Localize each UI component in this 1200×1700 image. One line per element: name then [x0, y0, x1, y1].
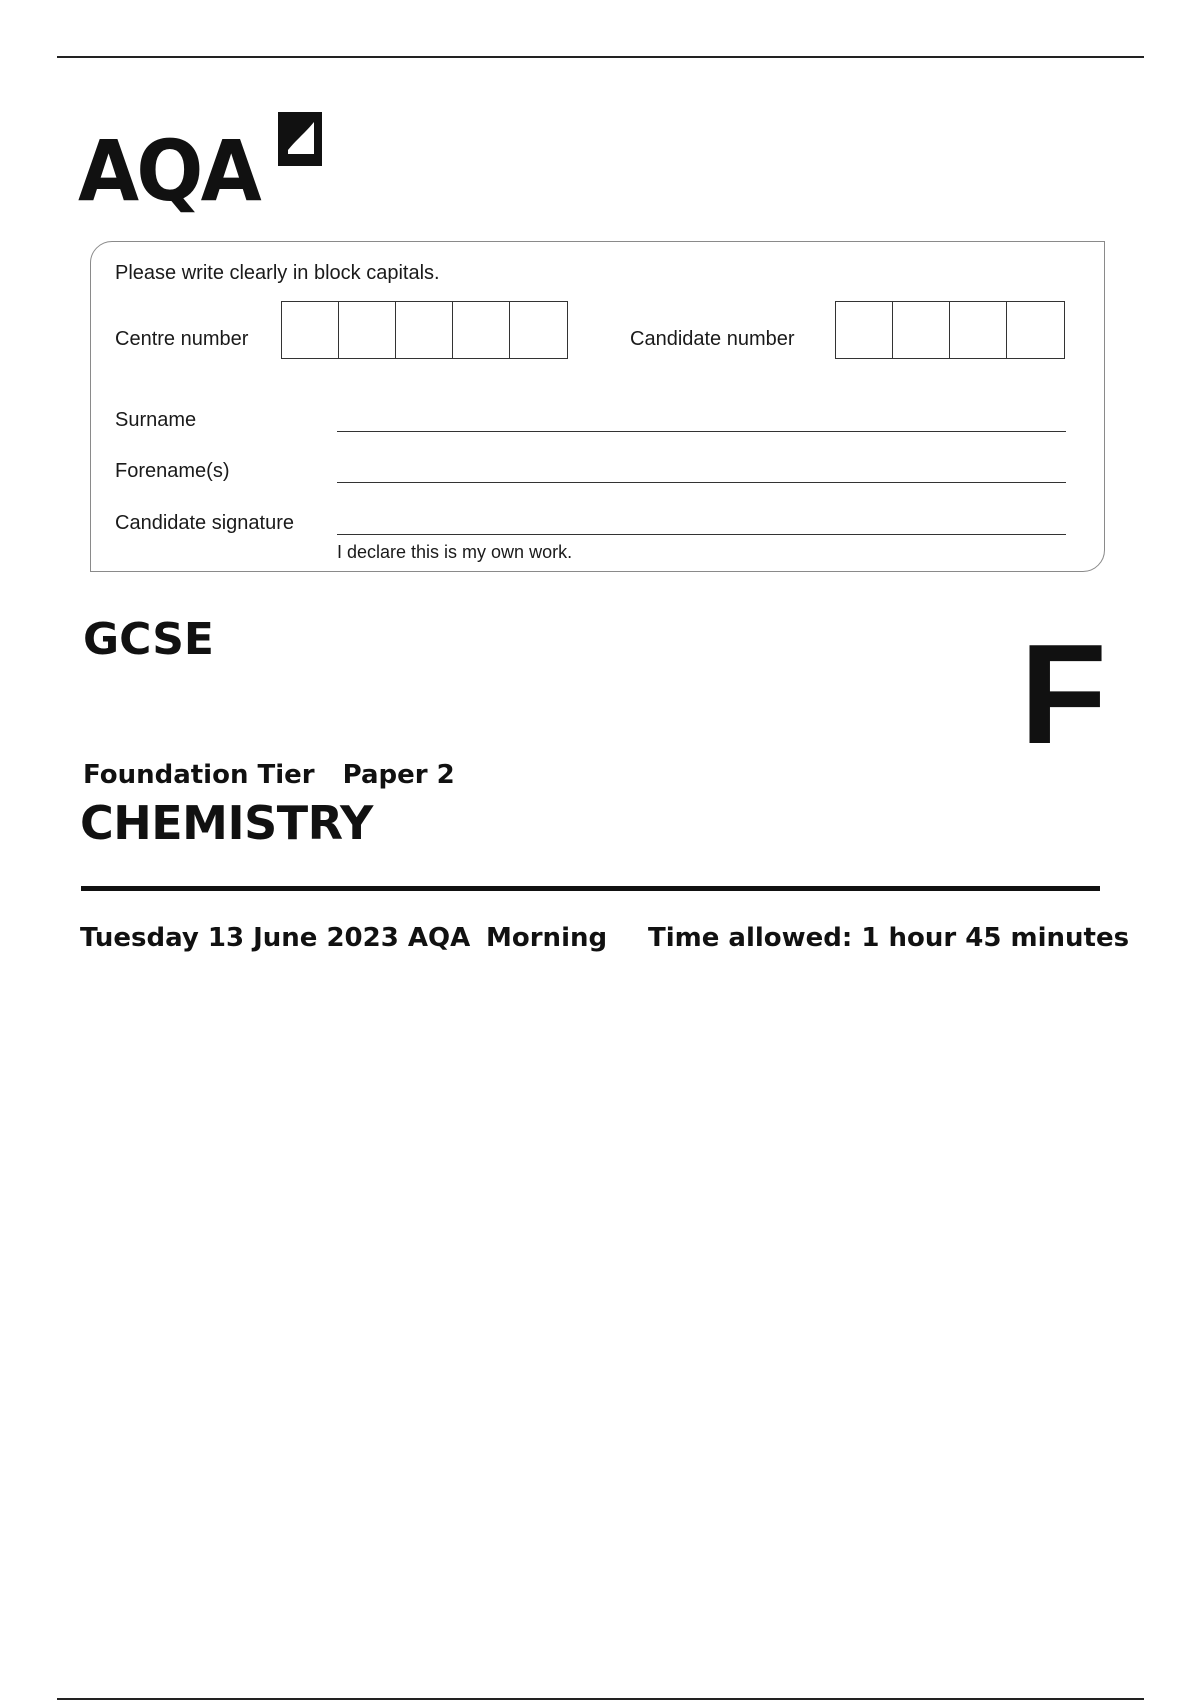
declaration-text: I declare this is my own work.	[337, 542, 573, 562]
centre-number-label: Centre number	[115, 328, 249, 350]
candidate-number-digit[interactable]	[836, 302, 893, 358]
centre-number-digit[interactable]	[453, 302, 510, 358]
forenames-field[interactable]	[337, 482, 1066, 483]
signature-label: Candidate signature	[115, 512, 295, 534]
subject-title: CHEMISTRY	[80, 796, 373, 850]
tier-name: Foundation Tier	[83, 760, 315, 790]
top-rule	[57, 56, 1144, 58]
centre-number-digit[interactable]	[339, 302, 396, 358]
candidate-number-boxes[interactable]	[835, 301, 1065, 359]
candidate-details-box	[90, 241, 1105, 572]
tier-paper-line	[83, 760, 455, 790]
aqa-logo-text: AQA	[78, 122, 259, 220]
candidate-number-label: Candidate number	[630, 328, 795, 350]
surname-label: Surname	[115, 409, 197, 431]
candidate-number-digit[interactable]	[893, 302, 950, 358]
candidate-number-digit[interactable]	[1007, 302, 1064, 358]
time-allowed: Time allowed: 1 hour 45 minutes	[648, 923, 1130, 953]
aqa-leaf-icon	[274, 110, 326, 172]
tier-letter: F	[1020, 615, 1107, 774]
paper-number: Paper 2	[342, 760, 455, 790]
signature-field[interactable]	[337, 534, 1066, 535]
exam-session: Morning	[486, 923, 608, 953]
exam-date: Tuesday 13 June 2023 AQA	[80, 923, 471, 953]
candidate-number-digit[interactable]	[950, 302, 1007, 358]
centre-number-digit[interactable]	[396, 302, 453, 358]
surname-field[interactable]	[337, 431, 1066, 432]
forenames-label: Forename(s)	[115, 460, 230, 482]
centre-number-digit[interactable]	[282, 302, 339, 358]
centre-number-digit[interactable]	[510, 302, 567, 358]
block-capitals-instruction: Please write clearly in block capitals.	[115, 262, 440, 284]
qualification-title: GCSE	[83, 614, 214, 665]
aqa-logo	[78, 110, 326, 220]
centre-number-boxes[interactable]	[281, 301, 568, 359]
heading-divider	[81, 886, 1100, 891]
